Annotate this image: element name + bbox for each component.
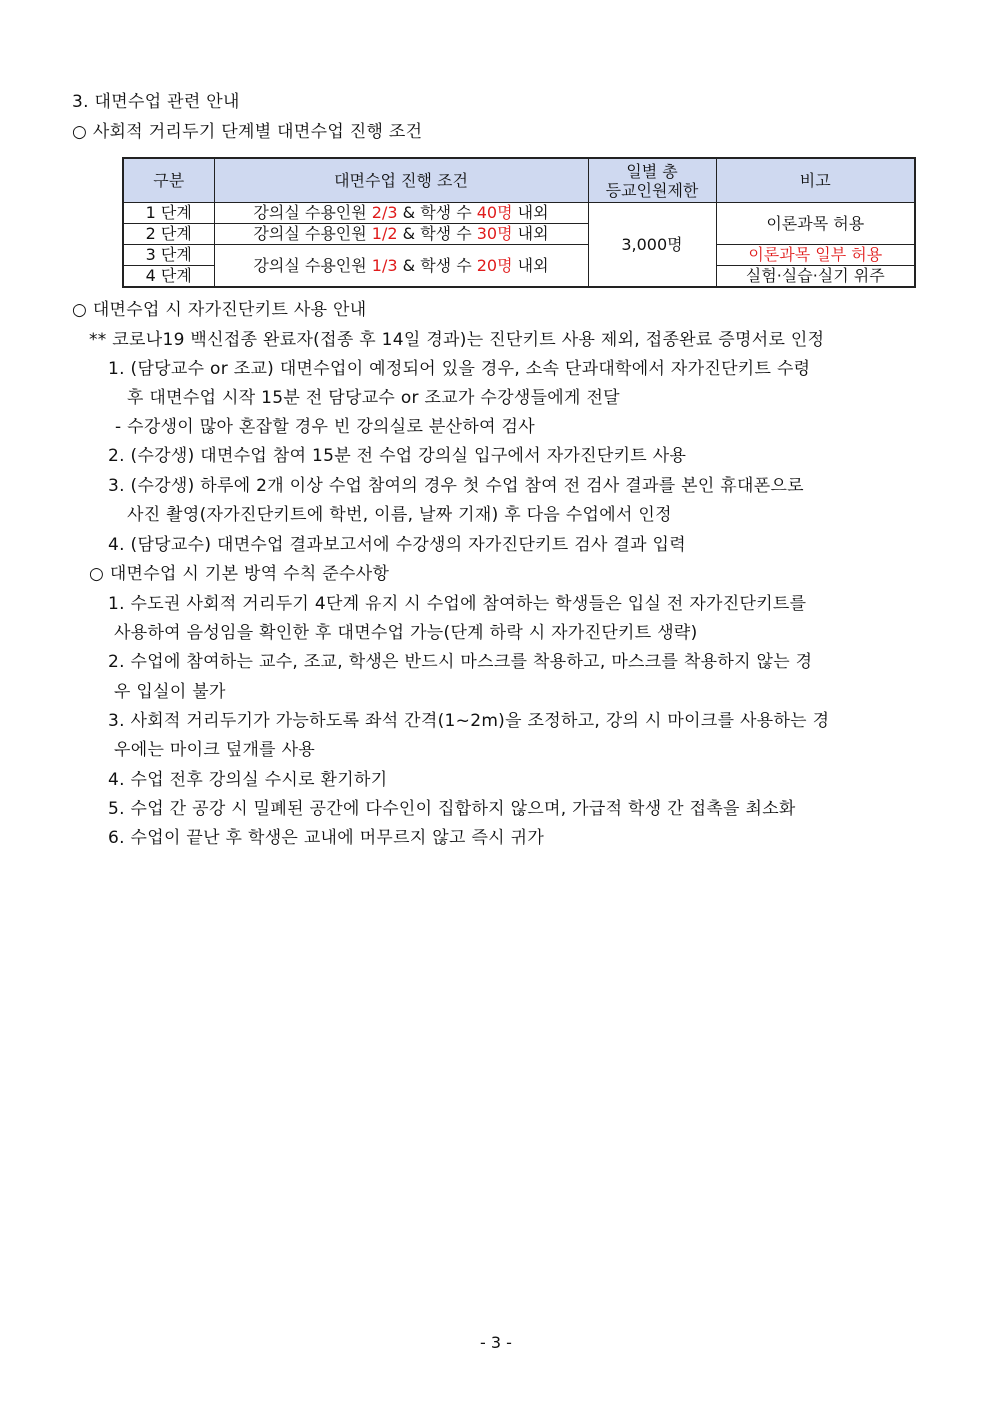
note-cell: 이론과목 일부 허용 <box>716 245 915 266</box>
bullet-self-test-kit: ○ 대면수업 시 자가진단키트 사용 안내 <box>72 300 367 320</box>
rule-1-line2: 사용하여 음성임을 확인한 후 대면수업 가능(단계 하락 시 자가진단키트 생략) <box>114 623 698 643</box>
kit-item-1-line2: 후 대면수업 시작 15분 전 담당교수 or 조교가 수강생들에게 전달 <box>127 388 620 408</box>
page-number: - 3 - <box>480 1333 512 1352</box>
rule-2-line1: 2. 수업에 참여하는 교수, 조교, 학생은 반드시 마스크를 착용하고, 마스크를 착용하지 않는 경 <box>108 652 813 672</box>
kit-item-2: 2. (수강생) 대면수업 참여 15분 전 수업 강의실 입구에서 자가진단키트 사용 <box>108 446 687 466</box>
rule-3-line2: 우에는 마이크 덮개를 사용 <box>114 740 316 760</box>
stage-cell: 4 단계 <box>123 266 214 288</box>
stage-cell: 3 단계 <box>123 245 214 266</box>
table-row <box>123 203 915 224</box>
header-note: 비고 <box>716 158 915 203</box>
bullet-quarantine-rules: ○ 대면수업 시 기본 방역 수칙 준수사항 <box>89 564 390 584</box>
note-cell: 이론과목 허용 <box>716 203 915 245</box>
header-stage: 구분 <box>123 158 214 203</box>
vaccine-note: ** 코로나19 백신접종 완료자(접종 후 14일 경과)는 진단키트 사용 제외, 접종완료 증명서로 인정 <box>89 330 825 350</box>
daily-limit-cell: 3,000명 <box>588 203 716 288</box>
stage-conditions-table <box>122 157 916 288</box>
header-daily-limit: 일별 총 등교인원제한 <box>588 158 716 203</box>
table-header-row <box>123 158 915 203</box>
rule-5: 5. 수업 간 공강 시 밀폐된 공간에 다수인이 집합하지 않으며, 가급적 학생 간 접촉을 최소화 <box>108 799 796 819</box>
stage-cell: 2 단계 <box>123 224 214 245</box>
rule-1-line1: 1. 수도권 사회적 거리두기 4단계 유지 시 수업에 참여하는 학생들은 입실 전 자가진단키트를 <box>108 594 807 614</box>
condition-cell: 강의실 수용인원 2/3 & 학생 수 40명 내외 <box>214 203 588 224</box>
note-cell: 실험·실습·실기 위주 <box>716 266 915 288</box>
rule-6: 6. 수업이 끝난 후 학생은 교내에 머무르지 않고 즉시 귀가 <box>108 828 545 848</box>
rule-4: 4. 수업 전후 강의실 수시로 환기하기 <box>108 770 388 790</box>
kit-item-1-line1: 1. (담당교수 or 조교) 대면수업이 예정되어 있을 경우, 소속 단과대학에서 자가진단키트 수령 <box>108 359 811 379</box>
kit-item-3-line2: 사진 촬영(자가진단키트에 학번, 이름, 날짜 기재) 후 다음 수업에서 인정 <box>127 505 672 525</box>
header-condition: 대면수업 진행 조건 <box>214 158 588 203</box>
section-title: 3. 대면수업 관련 안내 <box>72 92 240 112</box>
kit-item-4: 4. (담당교수) 대면수업 결과보고서에 수강생의 자가진단키트 검사 결과 입력 <box>108 535 686 555</box>
rule-3-line1: 3. 사회적 거리두기가 가능하도록 좌석 간격(1~2m)을 조정하고, 강의 시 마이크를 사용하는 경 <box>108 711 830 731</box>
table-row <box>123 245 915 266</box>
stage-cell: 1 단계 <box>123 203 214 224</box>
rule-2-line2: 우 입실이 불가 <box>114 682 226 702</box>
condition-cell: 강의실 수용인원 1/3 & 학생 수 20명 내외 <box>214 245 588 288</box>
condition-cell: 강의실 수용인원 1/2 & 학생 수 30명 내외 <box>214 224 588 245</box>
kit-item-3-line1: 3. (수강생) 하루에 2개 이상 수업 참여의 경우 첫 수업 참여 전 검사 결과를 본인 휴대폰으로 <box>108 476 804 496</box>
bullet-stage-conditions: ○ 사회적 거리두기 단계별 대면수업 진행 조건 <box>72 122 423 142</box>
kit-item-1-sub: - 수강생이 많아 혼잡할 경우 빈 강의실로 분산하여 검사 <box>115 417 535 437</box>
